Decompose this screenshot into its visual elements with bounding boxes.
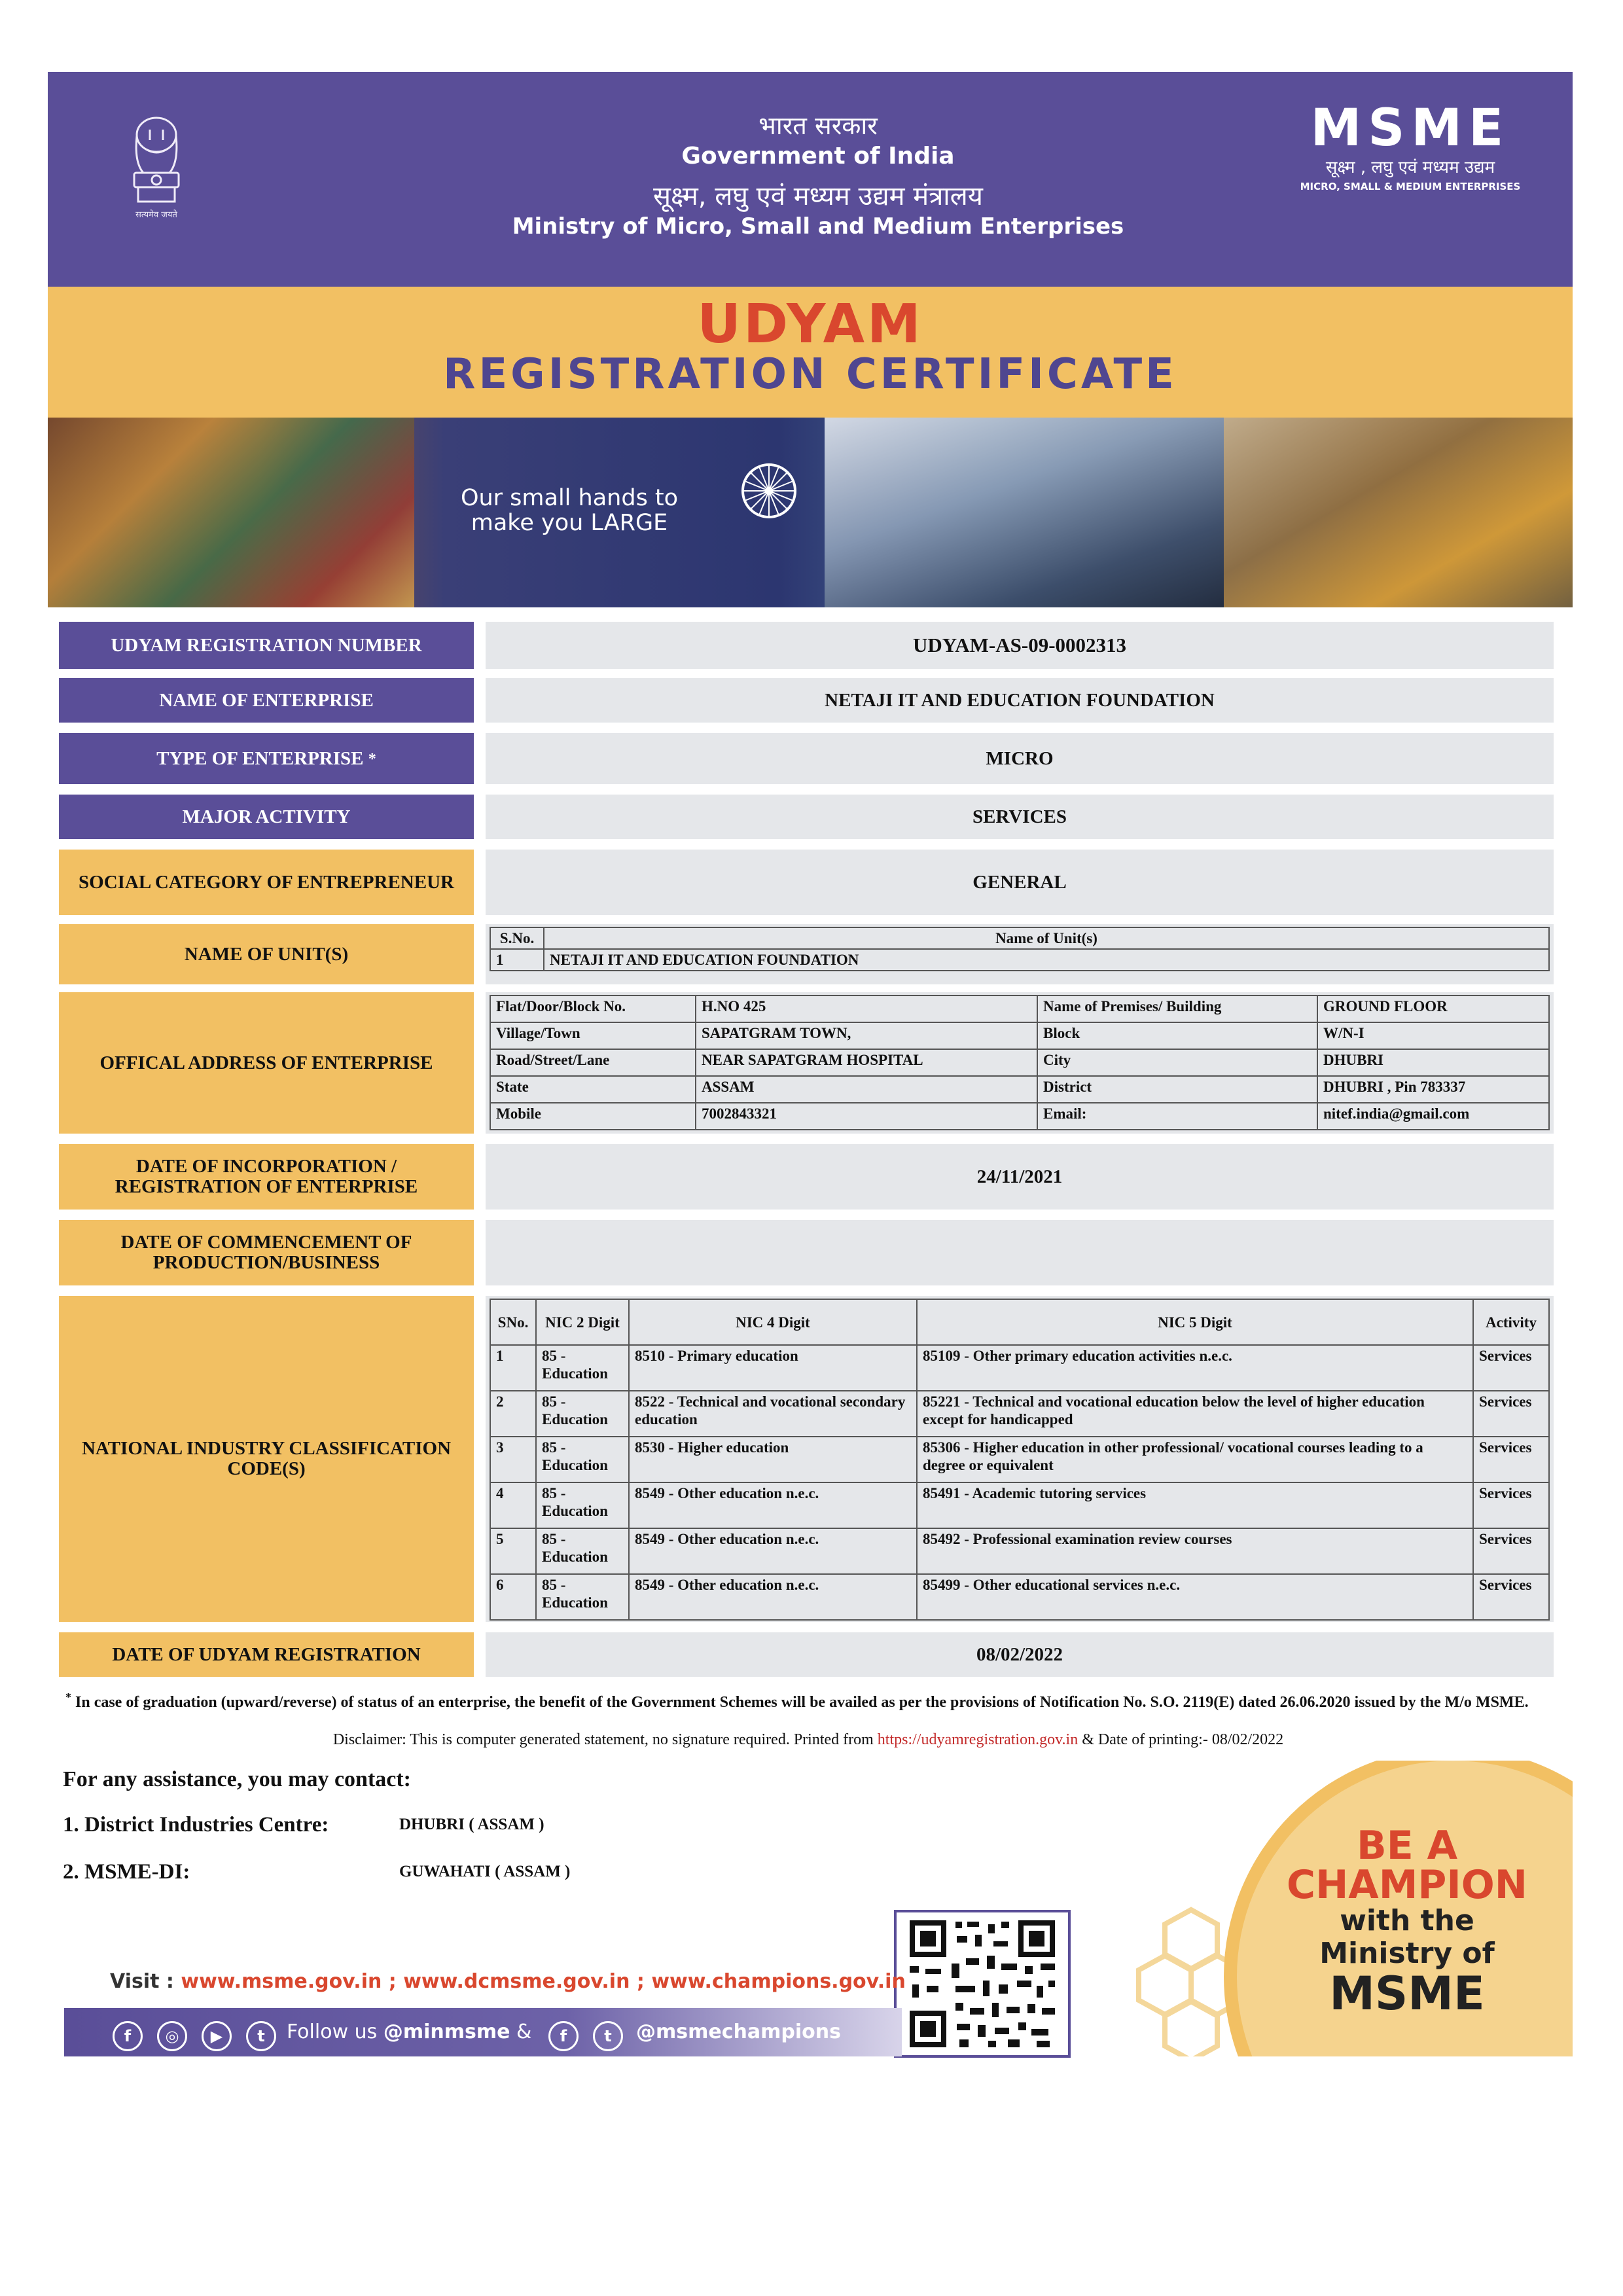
certificate-title-udyam: UDYAM (697, 293, 923, 355)
commencement-date-value (486, 1220, 1554, 1285)
ministry-hindi-title: सूक्ष्म, लघु एवं मध्यम उद्यम मंत्रालय (653, 181, 983, 211)
nic-sno: 2 (490, 1391, 536, 1437)
address-value: SAPATGRAM TOWN, (696, 1022, 1037, 1049)
facebook-icon[interactable]: f (113, 2021, 143, 2051)
nic4-code: 8522 - Technical and vocational secondary education (629, 1391, 917, 1437)
nic2-code: 85 - Education (536, 1528, 629, 1574)
ministry-english-title: Ministry of Micro, Small and Medium Enterprises (512, 213, 1124, 240)
reg-number-label: UDYAM REGISTRATION NUMBER (59, 622, 474, 669)
champion-line4: Ministry of (1319, 1937, 1495, 1970)
col-header-nic4: NIC 4 Digit (629, 1299, 917, 1345)
reg-number-value: UDYAM-AS-09-0002313 (486, 622, 1554, 669)
visit-label: Visit : (110, 1970, 174, 1993)
nic-activity: Services (1473, 1437, 1549, 1482)
table-row (490, 1574, 1549, 1620)
official-address-label: OFFICAL ADDRESS OF ENTERPRISE (59, 992, 474, 1134)
nic-activity: Services (1473, 1528, 1549, 1574)
nic2-code: 85 - Education (536, 1437, 629, 1482)
table-row (490, 1345, 1549, 1391)
nic4-code: 8549 - Other education n.e.c. (629, 1574, 917, 1620)
col-header-unit-name: Name of Unit(s) (544, 927, 1549, 949)
follow-text (287, 2020, 531, 2043)
address-key: Block (1037, 1022, 1317, 1049)
disclaimer (65, 1731, 1551, 1749)
nic-sno: 6 (490, 1574, 536, 1620)
address-key: Flat/Door/Block No. (490, 996, 696, 1022)
follow-label: Follow us (287, 2020, 378, 2043)
major-activity-value: SERVICES (486, 795, 1554, 839)
champion-line1: BE A (1356, 1823, 1458, 1869)
col-header-sno: S.No. (490, 927, 544, 949)
msme-logo-text: MSME (1310, 99, 1510, 158)
address-key: State (490, 1076, 696, 1103)
contact-heading: For any assistance, you may contact: (63, 1767, 411, 1791)
facebook-icon[interactable]: f (548, 2021, 579, 2051)
qr-code-icon (897, 1912, 1068, 2055)
certificate-title-registration: REGISTRATION CERTIFICATE (443, 350, 1177, 399)
gov-hindi-title: भारत सरकार (758, 111, 878, 140)
footnote-text: In case of graduation (upward/reverse) of status of an enterprise, the benefit of the Government Schemes will be availed as per the provisions of Notification No. S.O. 2119(E) dated 26.06.2020 issued by the M/o MSME. (75, 1694, 1529, 1711)
nic5-code: 85499 - Other educational services n.e.c. (917, 1574, 1473, 1620)
nic5-code: 85221 - Technical and vocational education below the level of higher education except for handicapped (917, 1391, 1473, 1437)
address-value: DHUBRI , Pin 783337 (1317, 1076, 1549, 1103)
enterprise-type-value: MICRO (486, 733, 1554, 784)
unit-names-table (490, 927, 1550, 971)
table-row (490, 1528, 1549, 1574)
table-row (490, 1437, 1549, 1482)
handle-minmsme[interactable]: @minmsme (383, 2020, 510, 2043)
nic-activity: Services (1473, 1574, 1549, 1620)
address-key: District (1037, 1076, 1317, 1103)
nic-sno: 5 (490, 1528, 536, 1574)
nic-activity: Services (1473, 1345, 1549, 1391)
address-key: Road/Street/Lane (490, 1049, 696, 1076)
banner-tagline (432, 486, 707, 535)
msme-logo-english: MICRO, SMALL & MEDIUM ENTERPRISES (1300, 181, 1521, 192)
nic5-code: 85492 - Professional examination review courses (917, 1528, 1473, 1574)
nic2-code: 85 - Education (536, 1345, 629, 1391)
dic-value: DHUBRI ( ASSAM ) (399, 1816, 544, 1833)
table-row (490, 996, 1549, 1022)
instagram-icon[interactable]: ◎ (157, 2021, 187, 2051)
disclaimer-prefix: Disclaimer: This is computer generated statement, no signature required. Printed from (332, 1731, 874, 1748)
champion-line2: CHAMPION (1287, 1862, 1527, 1908)
qr-code[interactable] (894, 1910, 1071, 2058)
champion-slogan (1243, 1823, 1571, 2020)
banner-tagline-line2: make you LARGE (471, 510, 668, 536)
table-row (490, 1049, 1549, 1076)
nic-sno: 4 (490, 1482, 536, 1528)
table-header-row (490, 927, 1549, 949)
nic-sno: 1 (490, 1345, 536, 1391)
handle-msmechampions[interactable]: @msmechampions (636, 2020, 841, 2043)
address-key: City (1037, 1049, 1317, 1076)
champion-line3: with the (1340, 1904, 1474, 1937)
address-table (490, 995, 1550, 1130)
social-category-value: GENERAL (486, 850, 1554, 915)
col-header-activity: Activity (1473, 1299, 1549, 1345)
footnote-mark: * (65, 1691, 71, 1704)
banner-office-photo (825, 418, 1224, 607)
ampersand: & (516, 2020, 532, 2043)
enterprise-name-label: NAME OF ENTERPRISE (59, 678, 474, 723)
banner-farm-photo (1224, 418, 1573, 607)
disclaimer-suffix: & Date of printing:- 08/02/2022 (1082, 1731, 1284, 1748)
nic4-code: 8530 - Higher education (629, 1437, 917, 1482)
nic2-code: 85 - Education (536, 1391, 629, 1437)
msme-di-value: GUWAHATI ( ASSAM ) (399, 1863, 571, 1880)
address-key: Village/Town (490, 1022, 696, 1049)
nic-activity: Services (1473, 1391, 1549, 1437)
table-header-row (490, 1299, 1549, 1345)
udyam-portal-link[interactable]: https://udyamregistration.gov.in (877, 1731, 1079, 1748)
nic5-code: 85109 - Other primary education activities n.e.c. (917, 1345, 1473, 1391)
address-key: Mobile (490, 1103, 696, 1130)
table-row (490, 949, 1549, 971)
col-header-nic2: NIC 2 Digit (536, 1299, 629, 1345)
address-key: Name of Premises/ Building (1037, 996, 1317, 1022)
unit-name: NETAJI IT AND EDUCATION FOUNDATION (544, 949, 1549, 971)
nic4-code: 8510 - Primary education (629, 1345, 917, 1391)
nic5-code: 85306 - Higher education in other professional/ vocational courses leading to a degree or equivalent (917, 1437, 1473, 1482)
youtube-icon[interactable]: ▶ (202, 2021, 232, 2051)
banner-artisan-photo (48, 418, 414, 607)
nic-codes-label: NATIONAL INDUSTRY CLASSIFICATION CODE(S) (59, 1296, 474, 1622)
table-row (490, 1482, 1549, 1528)
incorporation-date-value: 24/11/2021 (486, 1144, 1554, 1210)
chakra-icon (736, 458, 802, 524)
udyam-date-value: 08/02/2022 (486, 1632, 1554, 1677)
asterisk-mark: * (368, 749, 376, 768)
table-row (490, 1022, 1549, 1049)
enterprise-type-label: TYPE OF ENTERPRISE * (59, 733, 474, 784)
table-row (490, 1076, 1549, 1103)
dic-label: 1. District Industries Centre: (63, 1813, 329, 1837)
nic-codes-table (490, 1299, 1550, 1621)
website-links[interactable]: www.msme.gov.in ; www.dcmsme.gov.in ; www.champions.gov.in (181, 1970, 906, 1993)
social-category-label: SOCIAL CATEGORY OF ENTREPRENEUR (59, 850, 474, 915)
footnote (65, 1687, 1551, 1712)
msme-logo-hindi: सूक्ष्म , लघु एवं मध्यम उद्यम (1325, 158, 1495, 177)
address-value: NEAR SAPATGRAM HOSPITAL (696, 1049, 1037, 1076)
address-value: DHUBRI (1317, 1049, 1549, 1076)
address-key: Email: (1037, 1103, 1317, 1130)
address-value: ASSAM (696, 1076, 1037, 1103)
nic5-code: 85491 - Academic tutoring services (917, 1482, 1473, 1528)
nic2-code: 85 - Education (536, 1574, 629, 1620)
enterprise-name-value: NETAJI IT AND EDUCATION FOUNDATION (486, 678, 1554, 723)
nic4-code: 8549 - Other education n.e.c. (629, 1482, 917, 1528)
nic-activity: Services (1473, 1482, 1549, 1528)
address-value: W/N-I (1317, 1022, 1549, 1049)
col-header-sno: SNo. (490, 1299, 536, 1345)
commencement-date-label: DATE OF COMMENCEMENT OF PRODUCTION/BUSINESS (59, 1220, 474, 1285)
visit-links (110, 1970, 906, 1993)
nic4-code: 8549 - Other education n.e.c. (629, 1528, 917, 1574)
twitter-icon[interactable]: t (246, 2021, 276, 2051)
table-row (490, 1391, 1549, 1437)
col-header-nic5: NIC 5 Digit (917, 1299, 1473, 1345)
champion-line5: MSME (1329, 1967, 1485, 2020)
unit-sno: 1 (490, 949, 544, 971)
banner-tagline-line1: Our small hands to (460, 485, 679, 511)
address-value: 7002843321 (696, 1103, 1037, 1130)
major-activity-label: MAJOR ACTIVITY (59, 795, 474, 839)
twitter-icon[interactable]: t (593, 2021, 623, 2051)
msme-logo (1293, 99, 1528, 192)
nic-sno: 3 (490, 1437, 536, 1482)
table-row (490, 1103, 1549, 1130)
address-value: nitef.india@gmail.com (1317, 1103, 1549, 1130)
incorporation-date-label: DATE OF INCORPORATION / REGISTRATION OF ENTERPRISE (59, 1144, 474, 1210)
address-value: GROUND FLOOR (1317, 996, 1549, 1022)
address-value: H.NO 425 (696, 996, 1037, 1022)
unit-names-label: NAME OF UNIT(S) (59, 924, 474, 984)
msme-di-label: 2. MSME-DI: (63, 1860, 190, 1884)
emblem-caption: सत्यमेव जयते (135, 210, 177, 220)
gov-english-title: Government of India (681, 143, 955, 170)
udyam-date-label: DATE OF UDYAM REGISTRATION (59, 1632, 474, 1677)
nic2-code: 85 - Education (536, 1482, 629, 1528)
